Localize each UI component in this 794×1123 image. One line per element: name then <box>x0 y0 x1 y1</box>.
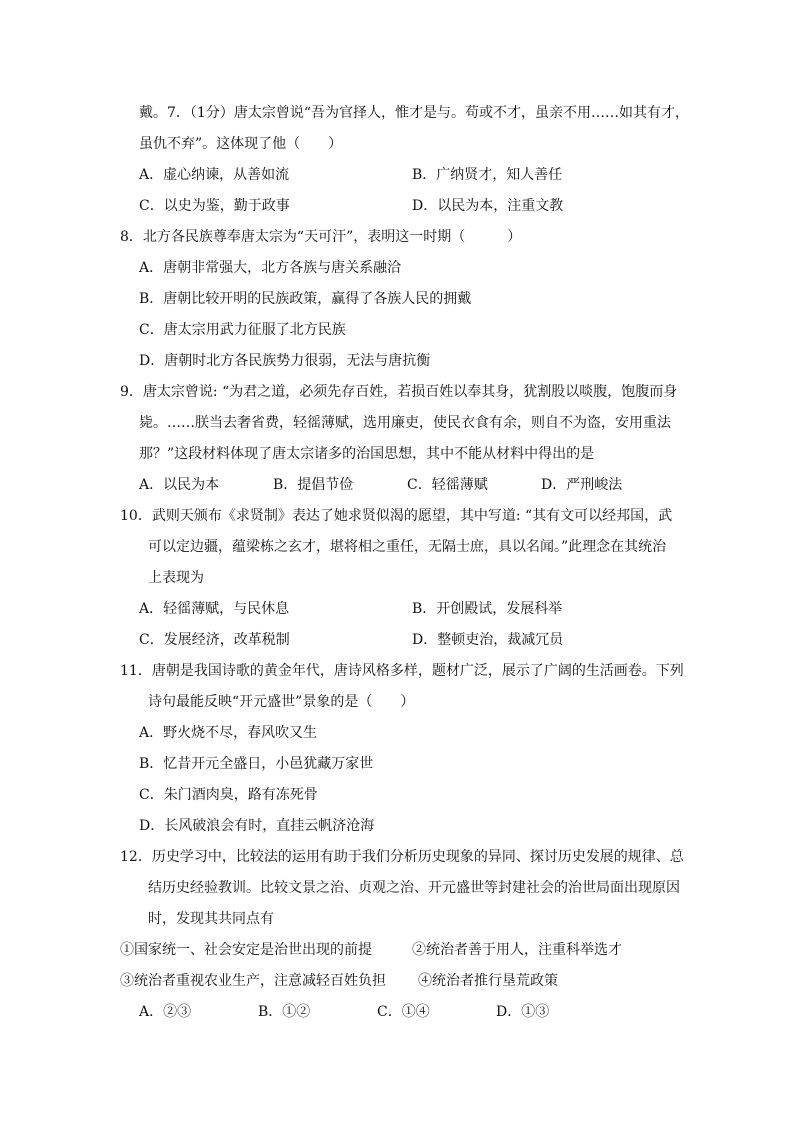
q9-option-b: B．提倡节俭 <box>273 477 354 493</box>
q8-option-b: B．唐朝比较开明的民族政策，赢得了各族人民的拥戴 <box>139 291 472 307</box>
q8-option-d: D．唐朝时北方各民族势力很弱，无法与唐抗衡 <box>139 353 431 369</box>
q7-option-c: C．以史为鉴，勤于政事 <box>139 198 290 214</box>
q11-option-c: C．朱门酒肉臭，路有冻死骨 <box>139 787 318 803</box>
q12-stem-line1: 12．历史学习中，比较法的运用有助于我们分析历史现象的异同、探讨历史发展的规律、总 <box>120 849 684 865</box>
q12-stem-line2: 结历史经验教训。比较文景之治、贞观之治、开元盛世等封建社会的治世局面出现原因 <box>148 880 680 896</box>
q8-stem: 8．北方各民族尊奉唐太宗为“天可汗”，表明这一时期（ ） <box>120 229 522 245</box>
q7-option-a: A．虚心纳谏，从善如流 <box>139 167 290 183</box>
q9-option-d: D．严刑峻法 <box>541 477 623 493</box>
q10-stem-line2: 可以定边疆，蕴梁栋之玄才，堪将相之重任，无隔士庶，具以名闻。”此理念在其统治 <box>148 539 667 555</box>
q10-stem-line3: 上表现为 <box>148 570 204 586</box>
q10-option-a: A．轻徭薄赋，与民休息 <box>139 601 290 617</box>
q11-option-a: A．野火烧不尽，春风吹又生 <box>139 725 318 741</box>
q7-stem-line1: 戴。7．（1分）唐太宗曾说“吾为官择人，惟才是与。苟或不才，虽亲不用……如其有才， <box>139 105 689 121</box>
q7-stem-line2: 虽仇不弃”。这体现了他（ ） <box>139 136 343 152</box>
q10-option-b: B．开创殿试，发展科举 <box>412 601 563 617</box>
q12-stem-line3: 时，发现其共同点有 <box>148 911 274 927</box>
q9-stem-line2: 毙。……朕当去奢省费，轻徭薄赋，选用廉吏，使民衣食有余，则自不为盗，安用重法 <box>139 415 671 431</box>
q7-option-d: D．以民为本，注重文教 <box>412 198 564 214</box>
q12-option-c: C．①④ <box>377 1004 430 1020</box>
q12-statement-3: ③统治者重视农业生产，注意减轻百姓负担 <box>120 973 386 989</box>
q11-stem-line1: 11．唐朝是我国诗歌的黄金年代，唐诗风格多样，题材广泛，展示了广阔的生活画卷。下列 <box>120 663 684 679</box>
q7-option-b: B．广纳贤才，知人善任 <box>412 167 563 183</box>
q9-option-c: C．轻徭薄赋 <box>407 477 488 493</box>
q10-option-d: D．整顿吏治，裁减冗员 <box>412 632 564 648</box>
q10-option-c: C．发展经济，改革税制 <box>139 632 290 648</box>
q12-statement-4: ④统治者推行垦荒政策 <box>418 973 558 989</box>
q8-option-c: C．唐太宗用武力征服了北方民族 <box>139 322 346 338</box>
q9-stem-line1: 9．唐太宗曾说: “为君之道，必须先存百姓，若损百姓以奉其身，犹割股以啖腹，饱腹而身 <box>120 384 678 400</box>
q12-option-a: A．②③ <box>139 1004 192 1020</box>
q9-option-a: A．以民为本 <box>139 477 220 493</box>
q11-stem-line2: 诗句最能反映“开元盛世”景象的是（ ） <box>148 694 415 710</box>
q12-statement-2: ②统治者善于用人，注重科举选才 <box>412 942 622 958</box>
q9-stem-line3: 那？”这段材料体现了唐太宗诸多的治国思想，其中不能从材料中得出的是 <box>139 446 595 462</box>
q11-option-d: D．长风破浪会有时，直挂云帆济沧海 <box>139 818 375 834</box>
q12-option-b: B．①② <box>258 1004 311 1020</box>
q12-statement-1: ①国家统一、社会安定是治世出现的前提 <box>120 942 372 958</box>
q12-option-d: D．①③ <box>496 1004 550 1020</box>
q10-stem-line1: 10．武则天颁布《求贤制》表达了她求贤似渴的愿望，其中写道: “其有文可以经邦国，武 <box>120 508 673 524</box>
q8-option-a: A．唐朝非常强大，北方各族与唐关系融洽 <box>139 260 402 276</box>
q11-option-b: B．忆昔开元全盛日，小邑犹藏万家世 <box>139 756 374 772</box>
